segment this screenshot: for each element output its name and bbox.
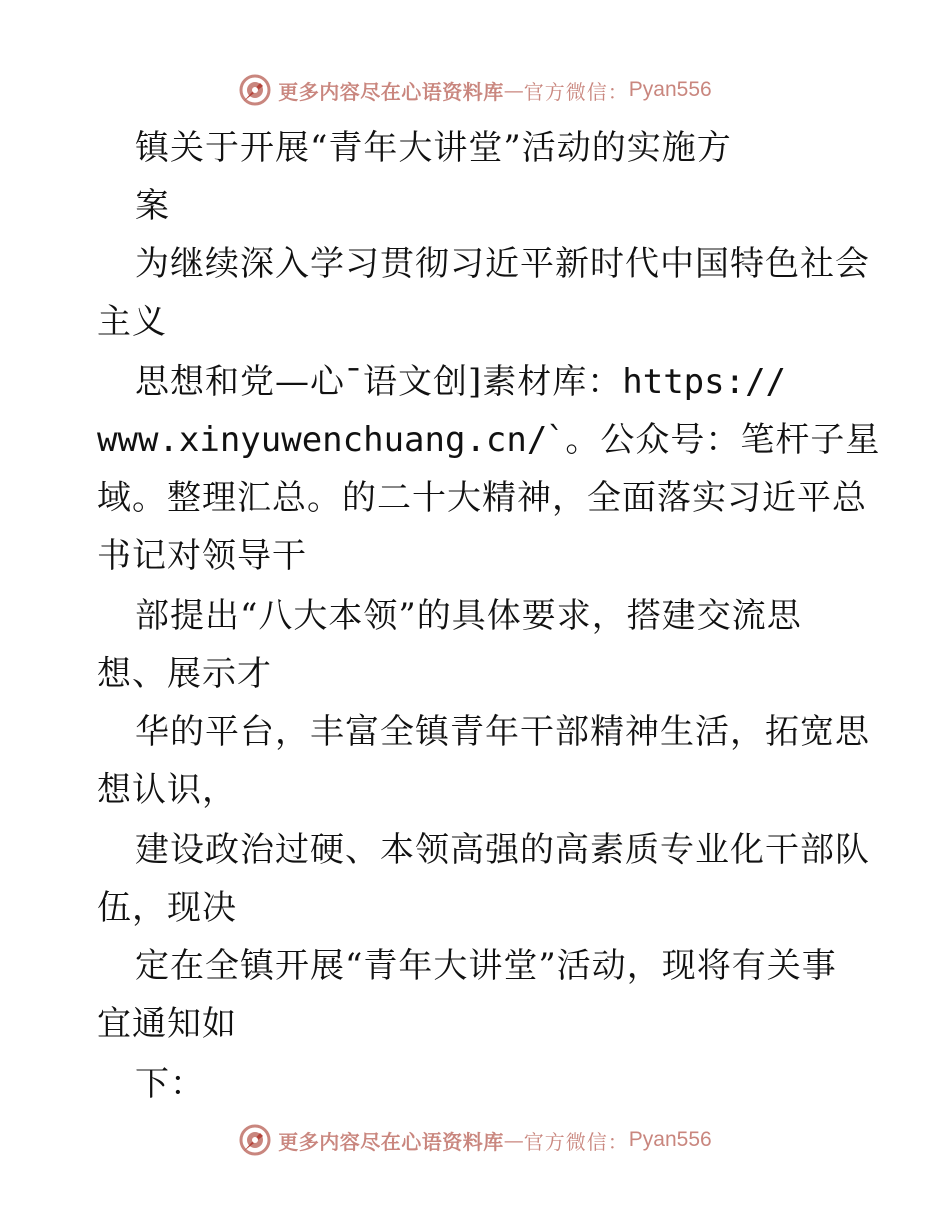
body-line: 宜通知如 [97,1004,237,1044]
body-line: 想认识， [97,770,237,810]
watermark-brand: 更多内容尽在心语资料库 [278,1129,504,1154]
body-line: 想、展示才 [97,654,272,694]
watermark-brand: 更多内容尽在心语资料库 [278,79,504,104]
watermark-wechat-label: 官方微信： [523,79,629,104]
footer-watermark [0,1120,950,1160]
body-line: 书记对领导干 [97,536,307,576]
quill-circle-logo-icon [238,73,272,107]
header-watermark [0,70,950,110]
url-text: https:// [622,362,787,402]
watermark-wechat-id: Pyan556 [628,1128,712,1151]
body-line: 主义 [97,302,167,342]
body-line: 为继续深入学习贯彻习近平新时代中国特色社会 [135,244,870,284]
body-line: 下： [135,1064,205,1104]
url-text: www.xinyuwenchuang.cn/ [97,420,548,460]
body-line: 域。整理汇总。的二十大精神，全面落实习近平总 [97,478,867,518]
document-title-line-2: 案 [135,186,170,226]
quill-circle-logo-icon [238,1123,272,1157]
body-line [135,362,786,402]
body-text: 思想和党—心¯语文创]素材库： [135,362,623,402]
watermark-dash: — [503,78,524,102]
body-line: 伍，现决 [97,888,237,928]
document-title-line-1: 镇关于开展“青年大讲堂”活动的实施方 [135,128,732,168]
body-text: `。公众号：笔杆子星 [547,420,881,460]
body-line: 建设政治过硬、本领高强的高素质专业化干部队 [135,830,870,870]
watermark-dash: — [503,1128,524,1152]
body-line: 部提出“八大本领”的具体要求，搭建交流思 [135,596,802,636]
body-line [97,420,880,460]
body-line: 定在全镇开展“青年大讲堂”活动，现将有关事 [135,946,837,986]
watermark-wechat-label: 官方微信： [523,1129,629,1154]
watermark-wechat-id: Pyan556 [628,78,712,101]
body-line: 华的平台，丰富全镇青年干部精神生活，拓宽思 [135,712,870,752]
